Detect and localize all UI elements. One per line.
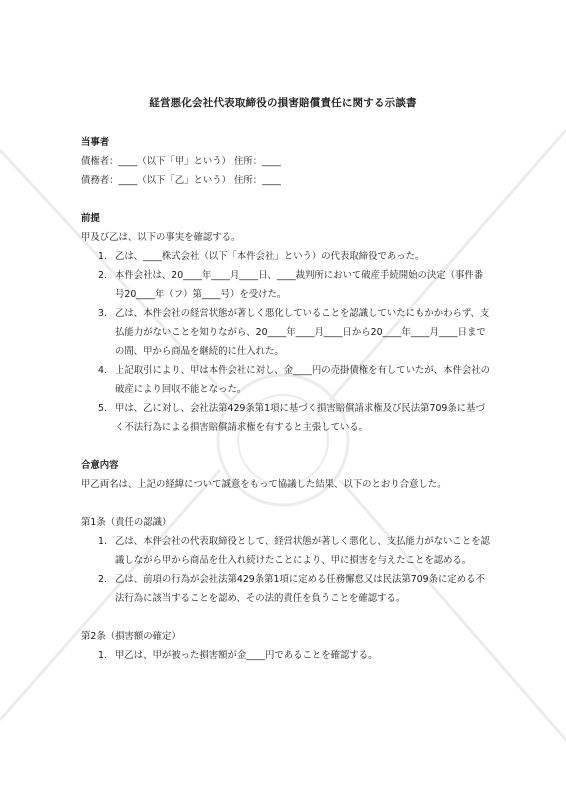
list-item-text: 乙は、本件会社の経営状態が著しく悪化していることを認識していたにもかかわらず、支払能力がないことを知りながら、20____年____月____日から20____年____月____日までの間、甲から商品を継続的に仕入れた。	[115, 308, 490, 357]
list-item-number: 4.	[98, 365, 107, 376]
parties-heading: 当事者	[81, 137, 110, 148]
document-body	[81, 133, 491, 665]
article-1-list	[81, 532, 491, 608]
list-item-number: 3.	[98, 308, 107, 319]
spacer	[81, 608, 491, 627]
list-item	[81, 570, 491, 608]
debtor-line: 債務者：____（以下「乙」という） 住所：____	[81, 175, 281, 186]
list-item	[81, 532, 491, 570]
premise-list	[81, 247, 491, 437]
agreement-intro: 甲乙両名は、上記の経緯について誠意をもって協議した結果、以下のとおり合意した。	[81, 479, 447, 490]
list-item	[81, 266, 491, 304]
list-item	[81, 646, 491, 665]
premise-intro: 甲及び乙は、以下の事実を確認する。	[81, 232, 241, 243]
spacer	[81, 494, 491, 513]
list-item-number: 5.	[98, 403, 107, 414]
list-item-text: 乙は、前項の行為が会社法第429条第1項に定める任務懈怠又は民法第709条に定める不法行為に該当することを認め、その法的責任を負うことを確認する。	[115, 574, 485, 604]
list-item	[81, 304, 491, 361]
list-item-text: 甲は、乙に対し、会社法第429条第1項に基づく損害賠償請求権及び民法第709条に基づく不法行為による損害賠償請求権を有すると主張している。	[115, 403, 485, 433]
spacer	[81, 437, 491, 456]
list-item-text: 乙は、____株式会社（以下「本件会社」という）の代表取締役であった。	[115, 251, 425, 262]
agreement-heading: 合意内容	[81, 460, 119, 471]
list-item-text: 上記取引により、甲は本件会社に対し、金____円の売掛債権を有していたが、本件会社の破産により回収不能となった。	[115, 365, 491, 395]
list-item-number: 1.	[98, 650, 107, 661]
list-item	[81, 399, 491, 437]
article-2-list	[81, 646, 491, 665]
list-item-number: 1.	[98, 251, 107, 262]
spacer	[81, 190, 491, 209]
article-1-title: 第1条（責任の認識）	[81, 517, 172, 528]
list-item	[81, 361, 491, 399]
list-item-number: 2.	[98, 270, 107, 281]
document-title: 経営悪化会社代表取締役の損害賠償責任に関する示談書	[149, 97, 417, 109]
list-item-text: 甲乙は、甲が被った損害額が金____円であることを確認する。	[115, 650, 378, 661]
list-item-text: 乙は、本件会社の代表取締役として、経営状態が著しく悪化し、支払能力がないことを認識しながら甲から商品を仕入れ続けたことにより、甲に損害を与えたことを認める。	[115, 536, 490, 566]
list-item-text: 本件会社は、20____年____月____日、____裁判所において破産手続開始の決定（事件番号20____年（フ）第____号）を受けた。	[115, 270, 484, 300]
list-item-number: 2.	[98, 574, 107, 585]
premise-heading: 前提	[81, 213, 100, 224]
article-2-title: 第2条（損害額の確定）	[81, 631, 181, 642]
list-item	[81, 247, 491, 266]
list-item-number: 1.	[98, 536, 107, 547]
creditor-line: 債権者：____（以下「甲」という） 住所：____	[81, 156, 281, 167]
